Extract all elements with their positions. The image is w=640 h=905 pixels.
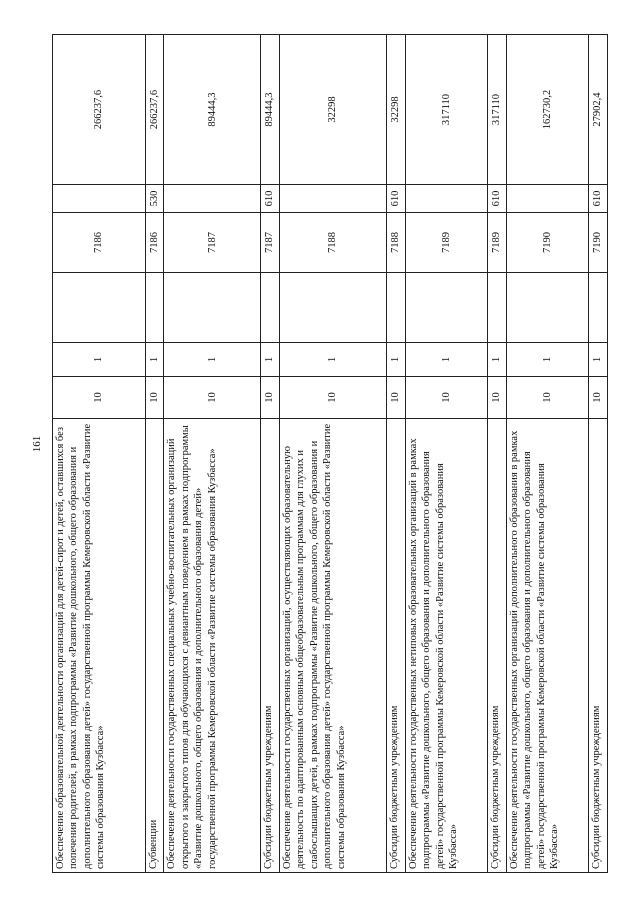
row-name: Субвенции xyxy=(145,419,164,873)
table-row xyxy=(405,35,488,873)
row-col-c xyxy=(261,273,280,343)
row-sum: 32298 xyxy=(279,35,386,185)
row-col-c xyxy=(589,273,608,343)
row-col-c xyxy=(279,273,386,343)
row-name: Субсидии бюджетным учреждениям xyxy=(387,419,406,873)
row-col-c xyxy=(405,273,488,343)
row-col-b: 1 xyxy=(145,343,164,377)
row-col-a: 10 xyxy=(387,377,406,419)
row-col-a: 10 xyxy=(506,377,589,419)
row-sum: 317110 xyxy=(405,35,488,185)
row-sum: 32298 xyxy=(387,35,406,185)
table-row xyxy=(488,35,507,873)
row-name: Субсидии бюджетным учреждениям xyxy=(261,419,280,873)
row-name: Обеспечение деятельности государственных организаций дополнительного образования в рамках подпрограммы «Развитие дошкольного, общего образования и дополнительного образования детей» государственной программы Кемеровской области «Развитие системы образования Кузбасса» xyxy=(506,419,589,873)
row-col-e: 530 xyxy=(145,185,164,213)
table-row xyxy=(387,35,406,873)
row-col-e: 610 xyxy=(387,185,406,213)
row-col-e: 610 xyxy=(261,185,280,213)
row-col-d: 7187 xyxy=(164,213,261,273)
row-col-b: 1 xyxy=(488,343,507,377)
table-row xyxy=(506,35,589,873)
row-col-e xyxy=(164,185,261,213)
table-row xyxy=(261,35,280,873)
row-name: Субсидии бюджетным учреждениям xyxy=(589,419,608,873)
row-col-a: 10 xyxy=(145,377,164,419)
row-col-b: 1 xyxy=(387,343,406,377)
row-col-b: 1 xyxy=(261,343,280,377)
row-col-a: 10 xyxy=(589,377,608,419)
row-col-e xyxy=(405,185,488,213)
row-col-c xyxy=(387,273,406,343)
table-row xyxy=(589,35,608,873)
row-name: Субсидии бюджетным учреждениям xyxy=(488,419,507,873)
row-name: Обеспечение деятельности государственных специальных учебно-воспитательных организаций открытого и закрытого типов для обучающихся с девиантным поведением в рамках подпрограммы «Развитие дошкольного, общего образования и дополнительного образования детей» государственной программы Кемеровской области «Развитие системы образования Кузбасса» xyxy=(164,419,261,873)
budget-table xyxy=(52,34,608,873)
row-sum: 317110 xyxy=(488,35,507,185)
budget-table-container xyxy=(52,35,608,873)
row-col-d: 7190 xyxy=(589,213,608,273)
row-col-e: 610 xyxy=(488,185,507,213)
table-row xyxy=(279,35,386,873)
row-col-d: 7186 xyxy=(53,213,146,273)
row-col-a: 10 xyxy=(261,377,280,419)
row-col-b: 1 xyxy=(506,343,589,377)
row-col-d: 7187 xyxy=(261,213,280,273)
row-col-e xyxy=(53,185,146,213)
row-col-c xyxy=(488,273,507,343)
page-number: 161 xyxy=(31,435,43,453)
row-col-a: 10 xyxy=(405,377,488,419)
row-name: Обеспечение деятельности государственных нетиповых образовательных организаций в рамках подпрограммы «Развитие дошкольного, общего образования и дополнительного образования детей» государственной программы Кемеровской области «Развитие системы образования Кузбасса» xyxy=(405,419,488,873)
row-col-b: 1 xyxy=(589,343,608,377)
table-row xyxy=(145,35,164,873)
table-row xyxy=(53,35,146,873)
row-col-c xyxy=(506,273,589,343)
row-col-a: 10 xyxy=(164,377,261,419)
row-col-b: 1 xyxy=(164,343,261,377)
row-col-c xyxy=(164,273,261,343)
row-col-e xyxy=(506,185,589,213)
row-col-a: 10 xyxy=(53,377,146,419)
row-col-c xyxy=(53,273,146,343)
row-sum: 266237,6 xyxy=(53,35,146,185)
row-col-b: 1 xyxy=(279,343,386,377)
row-col-d: 7189 xyxy=(488,213,507,273)
row-sum: 162730,2 xyxy=(506,35,589,185)
row-col-a: 10 xyxy=(488,377,507,419)
row-name: Обеспечение образовательной деятельности организаций для детей-сирот и детей, оставшихся без попечения родителей, в рамках подпрограммы «Развитие дошкольного, общего образования и дополнительного образования детей» государственной программы Кемеровской области «Развитие системы образования Кузбасса» xyxy=(53,419,146,873)
row-col-a: 10 xyxy=(279,377,386,419)
row-col-d: 7190 xyxy=(506,213,589,273)
row-col-c xyxy=(145,273,164,343)
row-col-d: 7189 xyxy=(405,213,488,273)
row-col-b: 1 xyxy=(53,343,146,377)
table-row xyxy=(164,35,261,873)
row-col-d: 7188 xyxy=(279,213,386,273)
row-sum: 266237,6 xyxy=(145,35,164,185)
row-name: Обеспечение деятельности государственных организаций, осуществляющих образовательную деятельность по адаптированным основным общеобразовательным программам для глухих и слабослышащих детей, в рамках подпрограммы «Развитие дошкольного, общего образования и дополнительного образования детей» государственной программы Кемеровской области «Развитие системы образования Кузбасса» xyxy=(279,419,386,873)
row-sum: 27902,4 xyxy=(589,35,608,185)
row-col-e: 610 xyxy=(589,185,608,213)
row-sum: 89444,3 xyxy=(164,35,261,185)
budget-table-body xyxy=(53,35,608,873)
row-col-e xyxy=(279,185,386,213)
row-col-b: 1 xyxy=(405,343,488,377)
row-col-d: 7188 xyxy=(387,213,406,273)
row-col-d: 7186 xyxy=(145,213,164,273)
row-sum: 89444,3 xyxy=(261,35,280,185)
